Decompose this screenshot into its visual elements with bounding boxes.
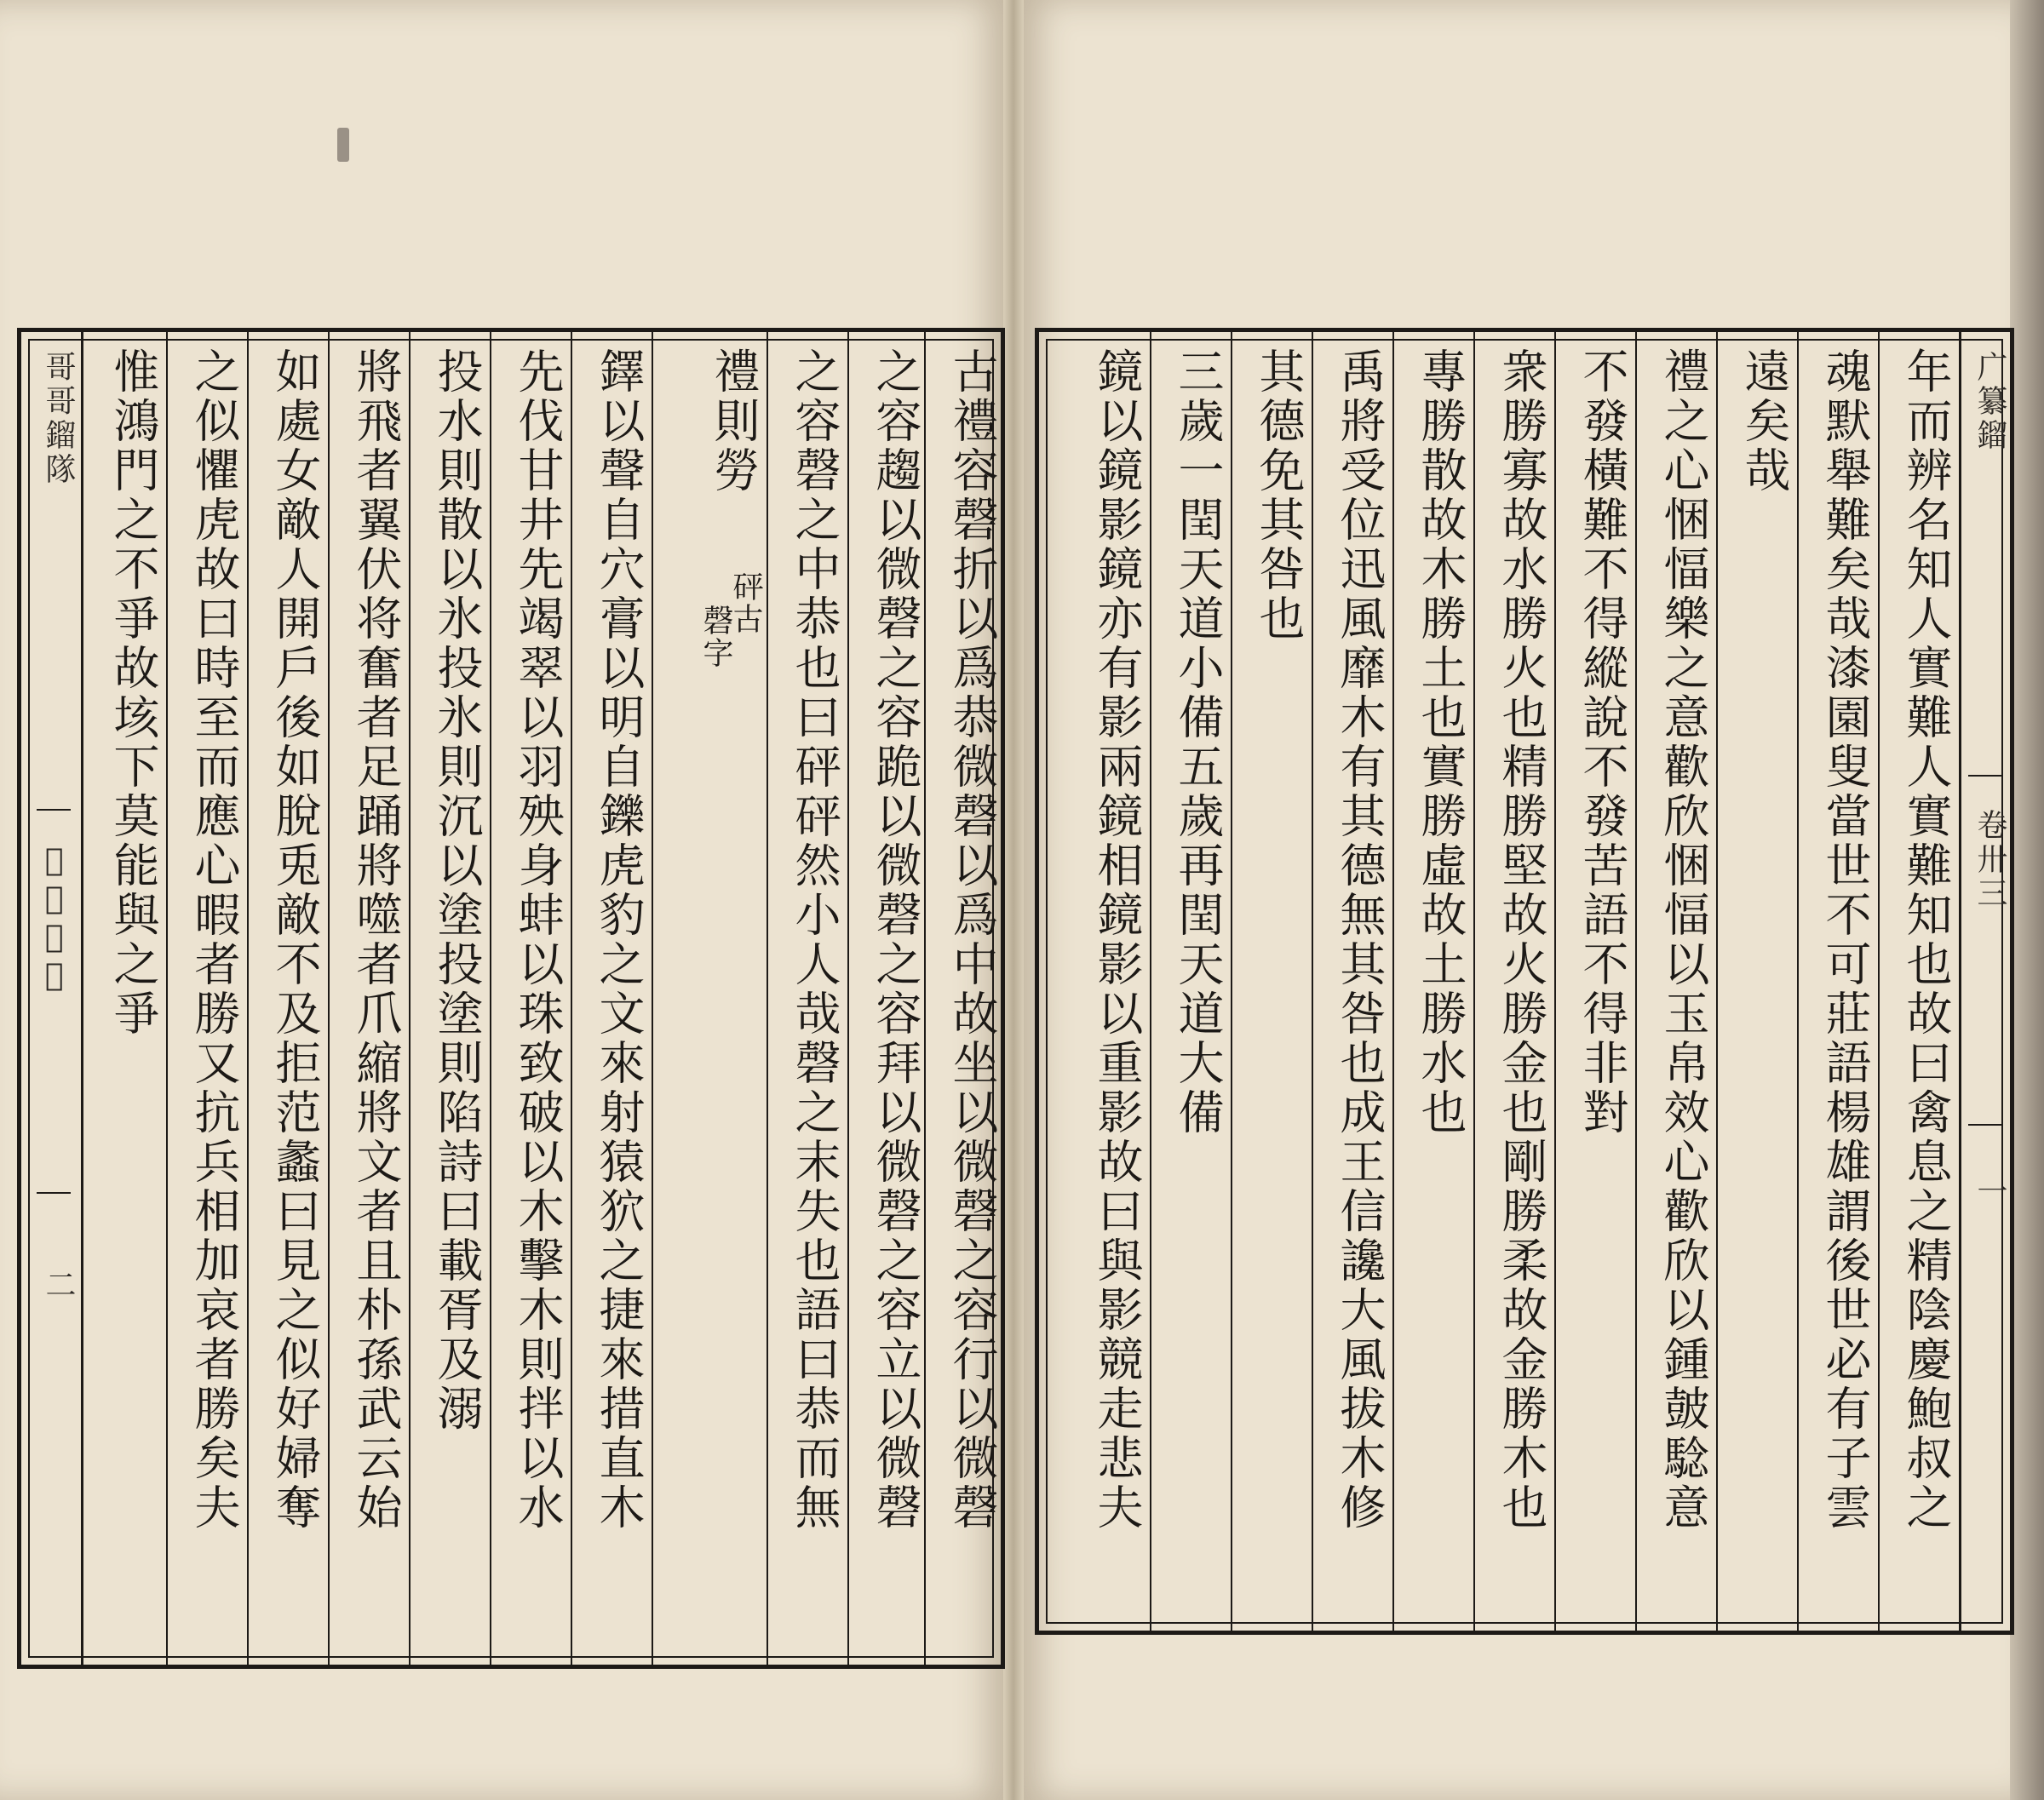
text-column: 投水則散以氷投氷則沉以塗投塗則陷詩曰載胥及溺 [430, 347, 484, 1434]
text-column: 衆勝寡故水勝火也精勝堅故火勝金也剛勝柔故金勝木也 [1495, 347, 1548, 1533]
column-rule [1878, 332, 1880, 1631]
fish-tail-mark [37, 1192, 71, 1194]
right-page-margin [1959, 332, 2012, 1631]
text-column: 鏡以鏡影鏡亦有影兩鏡相鏡影以重影故曰與影競走悲夫 [1090, 347, 1144, 1533]
text-column: 禮之心悃愊樂之意歡欣悃愊以玉帛效心歡欣以鍾皷騐意 [1656, 347, 1710, 1533]
text-column: 古禮容磬折以爲恭微磬以爲中故坐以微磬之容行以微磬 [945, 347, 999, 1533]
right-text-frame [1035, 328, 2014, 1635]
fish-tail-mark [1968, 1124, 2002, 1126]
text-column: 先伐甘井先竭翠以羽殃身蚌以珠致破以木擊木則拌以水 [511, 347, 565, 1533]
column-rule [766, 332, 768, 1665]
column-rule [490, 332, 491, 1665]
text-column: 遠矣哉 [1737, 347, 1791, 496]
margin-volume: 卷卅三 [1972, 809, 2007, 911]
column-rule [1392, 332, 1394, 1631]
margin-title: 广纂鎦 [1972, 351, 2007, 453]
left-text-frame [17, 328, 1005, 1669]
margin-volume: 𦠽卷卅三 [37, 843, 72, 996]
column-rule [1473, 332, 1475, 1631]
text-column: 之似懼虎故曰時至而應心暇者勝又抗兵相加哀者勝矣夫 [187, 347, 241, 1533]
text-column: 其德免其咎也 [1252, 347, 1306, 644]
column-rule [1231, 332, 1232, 1631]
column-rule [1716, 332, 1718, 1631]
book-gutter [1003, 0, 1024, 1800]
page-edge [2010, 0, 2044, 1800]
column-rule [1797, 332, 1799, 1631]
column-rule [652, 332, 653, 1665]
margin-page-number: 一 [1972, 1175, 2007, 1209]
text-column: 禹將受位迅風靡木有其德無其咎也成王信讒大風拔木修 [1333, 347, 1387, 1533]
column-rule [1554, 332, 1556, 1631]
column-rule [847, 332, 849, 1665]
annotation-column: 砰古 [728, 570, 763, 635]
margin-title: 哥哥鎦隊 [41, 351, 76, 487]
column-rule [166, 332, 168, 1665]
left-page-margin [30, 332, 83, 1665]
text-column: 三歲一閏天道小備五歲再閏天道大備 [1171, 347, 1225, 1138]
text-column: 不發橫難不得縱說不發苦語不得非對 [1576, 347, 1629, 1138]
annotation-column: 磬字 [698, 605, 733, 669]
column-rule [571, 332, 572, 1665]
margin-page-number: 二 [41, 1269, 76, 1303]
text-column: 鐸以聲自穴膏以明自鑠虎豹之文來射猿狖之捷來措直木 [592, 347, 646, 1533]
text-column: 之容趨以微磬之容跪以微磬之容拜以微磬之容立以微磬 [869, 347, 922, 1533]
column-rule [1312, 332, 1313, 1631]
text-column: 魂默舉難矣哉漆園叟當世不可莊語楊雄謂後世必有子雲 [1818, 347, 1872, 1533]
text-column: 專勝散故木勝土也實勝虛故土勝水也 [1414, 347, 1467, 1138]
fish-tail-mark [37, 809, 71, 811]
column-rule [1635, 332, 1637, 1631]
text-column: 年而辨名知人實難人實難知也故曰禽息之精陰慶鮑叔之 [1899, 347, 1953, 1533]
text-column: 之容磬之中恭也曰砰砰然小人哉磬之末失也語曰恭而無 [788, 347, 841, 1533]
text-column: 惟鴻門之不爭故垓下莫能與之爭 [106, 347, 160, 1039]
text-column: 禮則勞 [707, 347, 761, 496]
fish-tail-mark [1968, 775, 2002, 777]
text-column: 將飛者翼伏将奮者足踊將噬者爪縮將文者且朴孫武云始 [349, 347, 403, 1533]
text-column: 如處女敵人開戶後如脫兎敵不及拒范蠡曰見之似好婦奪 [268, 347, 322, 1533]
column-rule [328, 332, 330, 1665]
ink-stain [337, 128, 349, 162]
column-rule [409, 332, 411, 1665]
column-rule [247, 332, 249, 1665]
column-rule [1150, 332, 1151, 1631]
